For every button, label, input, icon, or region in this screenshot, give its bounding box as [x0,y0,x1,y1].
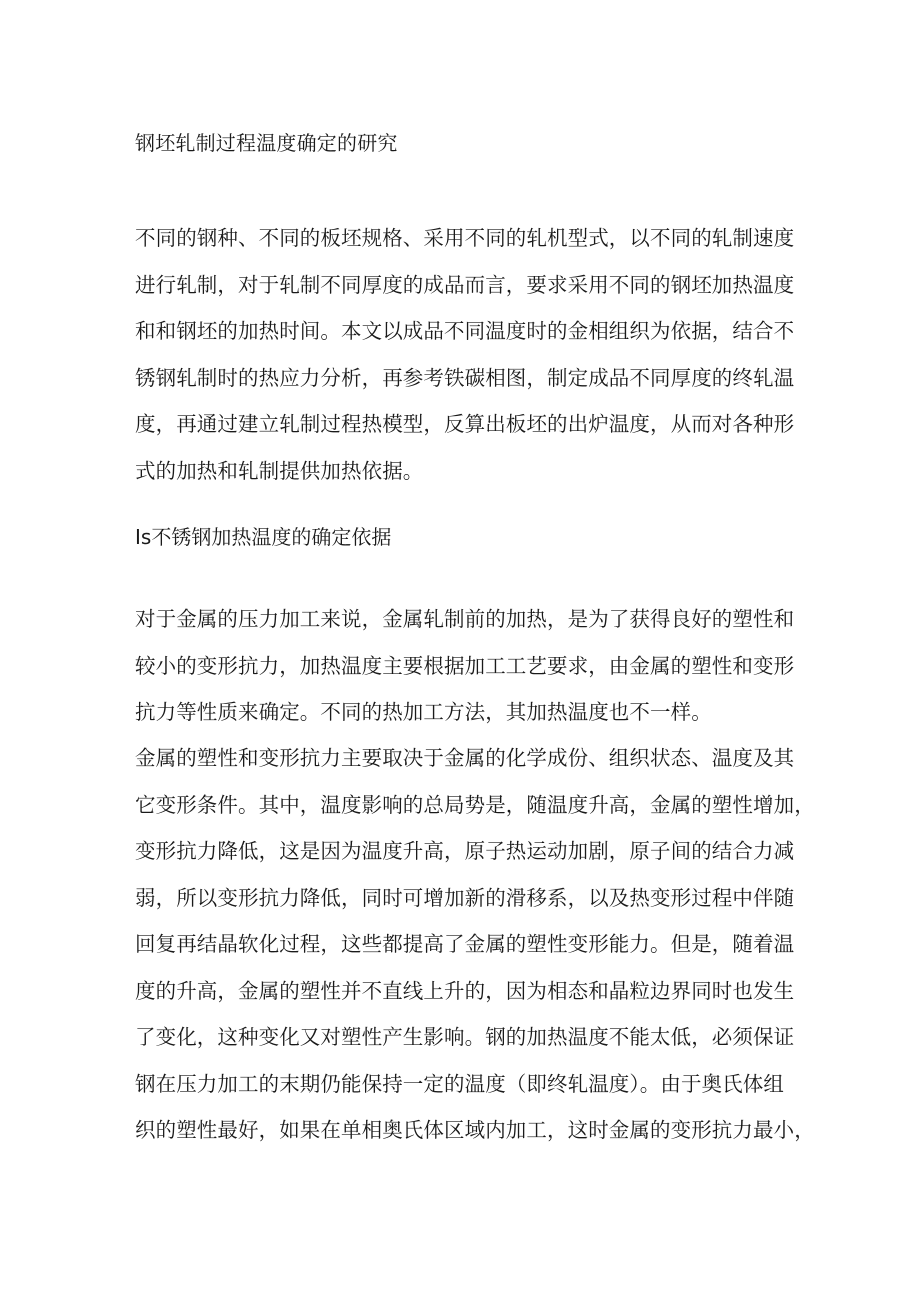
body-paragraph-2 [135,735,815,1154]
document-title: 钢坯轧制过程温度确定的研究 [135,131,398,155]
paragraph-line: 对于金属的压力加工来说，金属轧制前的加热，是为了获得良好的塑性和 [135,607,795,631]
paragraph-line: 变形抗力降低，这是因为温度升高，原子热运动加剧，原子间的结合力减 [135,839,795,863]
paragraph-line: 回复再结晶软化过程，这些都提高了金属的塑性变形能力。但是，随着温 [135,932,795,956]
body-paragraph-1 [135,596,795,736]
paragraph-line: 了变化，这种变化又对塑性产生影响。钢的加热温度不能太低，必须保证 [135,1025,795,1049]
paragraph-line: 和和钢坯的加热时间。本文以成品不同温度时的金相组织为依据，结合不 [135,319,795,343]
paragraph-line: 度，再通过建立轧制过程热模型，反算出板坯的出炉温度，从而对各种形 [135,412,795,436]
paragraph-line: 度的升高，金属的塑性并不直线上升的，因为相态和晶粒边界同时也发生 [135,978,795,1003]
paragraph-line: 锈钢轧制时的热应力分析，再参考铁碳相图，制定成品不同厚度的终轧温 [135,365,795,390]
paragraph-line: 弱，所以变形抗力降低，同时可增加新的滑移系，以及热变形过程中伴随 [135,885,795,910]
paragraph-line: 不同的钢种、不同的板坯规格、采用不同的轧机型式，以不同的轧制速度 [135,226,795,250]
section-heading: Is不锈钢加热温度的确定依据 [135,525,392,549]
paragraph-line: 进行轧制，对于轧制不同厚度的成品而言，要求采用不同的钢坯加热温度 [135,272,795,297]
paragraph-line: 它变形条件。其中，温度影响的总局势是，随温度升高，金属的塑性增加， [135,792,815,817]
paragraph-line: 抗力等性质来确定。不同的热加工方法，其加热温度也不一样。 [135,700,712,724]
intro-paragraph [135,215,795,494]
paragraph-line: 较小的变形抗力，加热温度主要根据加工工艺要求，由金属的塑性和变形 [135,653,795,678]
paragraph-line: 金属的塑性和变形抗力主要取决于金属的化学成份、组织状态、温度及其 [135,746,795,770]
paragraph-line: 式的加热和轧制提供加热依据。 [135,458,424,483]
paragraph-line: 钢在压力加工的末期仍能保持一定的温度（即终轧温度）。由于奥氏体组 [135,1071,784,1096]
paragraph-line: 织的塑性最好，如果在单相奥氏体区域内加工，这时金属的变形抗力最小， [135,1118,815,1142]
